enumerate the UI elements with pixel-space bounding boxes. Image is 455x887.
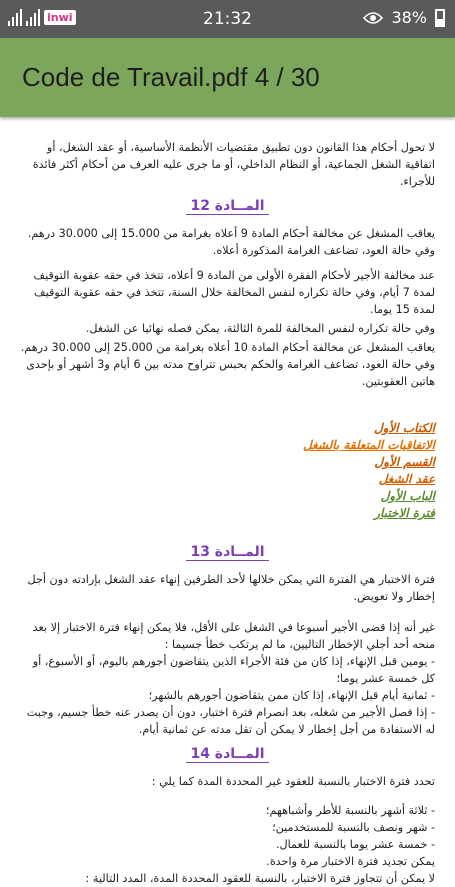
section-heading-chapter: الباب الأول: [380, 489, 435, 503]
article-13-paragraph-1: فترة الاختبار هي الفترة التي يمكن خلالها لأحد الطرفين إنهاء عقد الشغل بإرادته دون أجل إخطار ولا تعويض.: [27, 573, 435, 603]
section-heading-part: القسم الأول: [374, 455, 435, 469]
battery-percent: 38%: [391, 8, 427, 27]
eye-icon: [363, 11, 383, 25]
carrier-badge: inwi: [44, 10, 76, 25]
pdf-page[interactable]: [0, 117, 455, 885]
article-14-paragraph-3: - شهر ونصف بالنسبة للمستخدمين؛: [272, 821, 435, 834]
status-time: 21:32: [203, 9, 252, 29]
article-13-paragraph-5: - إذا فصل الأجير من شغله، بعد انصرام فترة اختبار، دون أن يصدر عنه خطأ جسيم، وجبت له الاستفادة من أجل إخطار لا يمكن أن تقل مدته عن ثمانية أيام.: [26, 706, 435, 736]
document-title: Code de Travail.pdf 4 / 30: [22, 62, 320, 92]
article-14-paragraph-4: - خمسة عشر يوما بالنسبة للعمال.: [275, 838, 435, 851]
article-14-paragraph-5: يمكن تجديد فترة الاختبار مرة واحدة.: [266, 855, 435, 868]
section-heading-probation: فترة الاختبار: [374, 506, 435, 520]
article-12-paragraph-3: وفي حالة تكراره لنفس المخالفة للمرة الثالثة، يمكن فصله نهائيا عن الشغل.: [85, 322, 435, 335]
article-14-paragraph-6: لا يمكن أن تتجاوز فترة الاختبار، بالنسبة للعقود المحددة المدة، المدد التالية :: [85, 872, 435, 885]
section-headings: [20, 420, 435, 522]
article-14-heading: المــادة 14: [20, 746, 435, 763]
article-13-heading: المــادة 13: [20, 544, 435, 561]
article-14-paragraph-2: - ثلاثة أشهر بالنسبة للأطر وأشباههم؛: [265, 804, 435, 817]
article-12-paragraph-2: عند مخالفة الأجير لأحكام الفقرة الأولى من المادة 9 أعلاه، تتخذ في حقه عقوبة التوقيف لمدة 7 أيام، وفي حالة تكراره لنفس المخالفة خلال السنة، تتخذ في حقه عقوبة التوقيف لمدة 15 يوما.: [33, 269, 435, 316]
article-14-paragraph-1: تحدد فترة الاختبار بالنسبة للعقود غير المحددة المدة كما يلي :: [151, 775, 435, 788]
section-heading-contract: عقد الشغل: [378, 472, 435, 486]
intro-paragraph: لا تحول أحكام هذا القانون دون تطبيق مقتضيات الأنظمة الأساسية، أو عقد الشغل، أو اتفاقية الشغل الجماعية، أو النظام الداخلي، أو ما جرى عليه العرف من أحكام أكثر فائدة للأجراء.: [32, 141, 435, 188]
status-bar: [0, 0, 455, 38]
status-right: [363, 8, 445, 27]
article-13-paragraph-3: - يومين قبل الإنهاء، إذا كان من فئة الأجراء الذين يتقاضون أجورهم باليوم، أو الأسبوع، أو كل خمسة عشر يوما؛: [32, 655, 435, 685]
battery-icon: [435, 9, 445, 27]
article-13-paragraph-4: - ثمانية أيام قبل الإنهاء، إذا كان ممن يتقاضون أجورهم بالشهر؛: [148, 689, 435, 702]
article-13-paragraph-2: غير أنه إذا قضى الأجير أسبوعا في الشغل على الأقل، فلا يمكن إنهاء فترة الاختبار إلا بعد منحه أحد أجلي الإخطار التاليين، ما لم يرتكب خطأ جسيما :: [32, 621, 435, 651]
section-heading-agreements: الاتفاقيات المتعلقة بالشغل: [303, 438, 435, 452]
app-bar: [0, 38, 455, 117]
article-12-paragraph-4: يعاقب المشغل عن مخالفة أحكام المادة 10 أعلاه بغرامة من 25.000 إلى 30.000 درهم. وفي حالة العود، تضاعف الغرامة والحكم بحبس تتراوح مدته بين 6 أيام و3 أشهر أو بإحدى هاتين العقوبتين.: [20, 341, 435, 388]
article-12-paragraph-1: يعاقب المشغل عن مخالفة أحكام المادة 9 أعلاه بغرامة من 15.000 إلى 30.000 درهم. وفي حالة العود، تضاعف الغرامة المذكورة أعلاه.: [27, 227, 435, 257]
section-heading-book: الكتاب الأول: [373, 421, 435, 435]
article-12-heading: المــادة 12: [20, 198, 435, 215]
